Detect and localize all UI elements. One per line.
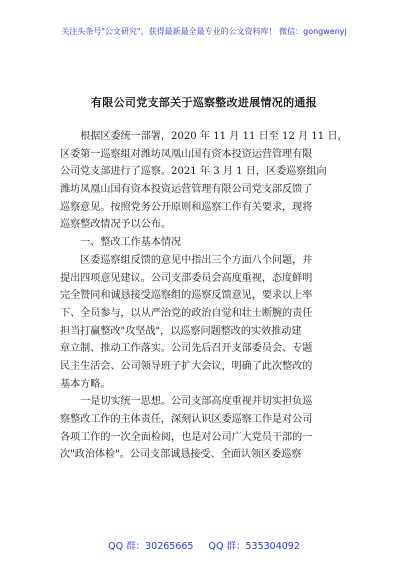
qq-group-footer xyxy=(0,538,408,552)
body-line: 根据区委统一部署，2020 年 11 月 11 日至 12 月 11 日， xyxy=(60,131,348,142)
qq-group-1: QQ 群：30265665 xyxy=(108,541,194,552)
body-line: 提出四项意见建议。公司支部委员会高度重视，态度鲜明 xyxy=(60,272,313,284)
body-line: 下、全员参与，以从严治党的政治自觉和壮士断腕的责任 xyxy=(60,307,313,319)
document-body xyxy=(60,128,352,464)
body-line: 巡察意见。按照党务公开原则和巡察工作有关要求，现将 xyxy=(60,201,313,213)
body-line: 区委第一巡察组对潍坊凤凰山国有资本投资运营管理有限 xyxy=(60,148,313,160)
body-line: 一、整改工作基本情况 xyxy=(60,237,182,249)
document-title: 有限公司党支部关于巡察整改进展情况的通报 xyxy=(91,96,317,109)
body-line: 基本方略。 xyxy=(60,378,111,390)
body-line: 潍坊凤凰山国有资本投资运营管理有限公司党支部反馈了 xyxy=(60,184,313,196)
promo-banner: 关注头条号"公文研究"，获得最新最全最专业的公文资料库！ 微信：gongwenyj xyxy=(61,27,347,36)
body-line: 各项工作的一次全面检阅，也是对公司广大党员干部的一 xyxy=(60,431,313,443)
body-line: 区委巡察组反馈的意见中指出三个方面八个问题，并 xyxy=(60,254,313,266)
body-line: 巡察整改情况予以公布。 xyxy=(60,219,172,231)
body-line: 一是切实统一思想。公司支部高度重视并切实担负巡 xyxy=(60,396,313,408)
body-line: 次"政治体检"。公司支部诚恳接受、全面认领区委巡察 xyxy=(60,449,302,461)
body-line: 察整改工作的主体责任，深刻认识区委巡察工作是对公司 xyxy=(60,414,313,425)
body-line: 完全赞同和诚恳接受巡察组的巡察反馈意见，要求以上率 xyxy=(60,290,313,302)
body-line: 担当打赢整改"攻坚战"，以巡察问题整改的实效推动建 xyxy=(60,325,302,337)
body-line: 章立制、推动工作落实。公司先后召开支部委员会、专题 xyxy=(60,343,313,355)
body-line: 公司党支部进行了巡察。2021 年 3 月 1 日，区委巡察组向 xyxy=(60,166,327,178)
body-line: 民主生活会、公司领导班子扩大会议，明确了此次整改的 xyxy=(60,360,313,372)
qq-group-2: QQ 群：535304092 xyxy=(208,541,300,552)
